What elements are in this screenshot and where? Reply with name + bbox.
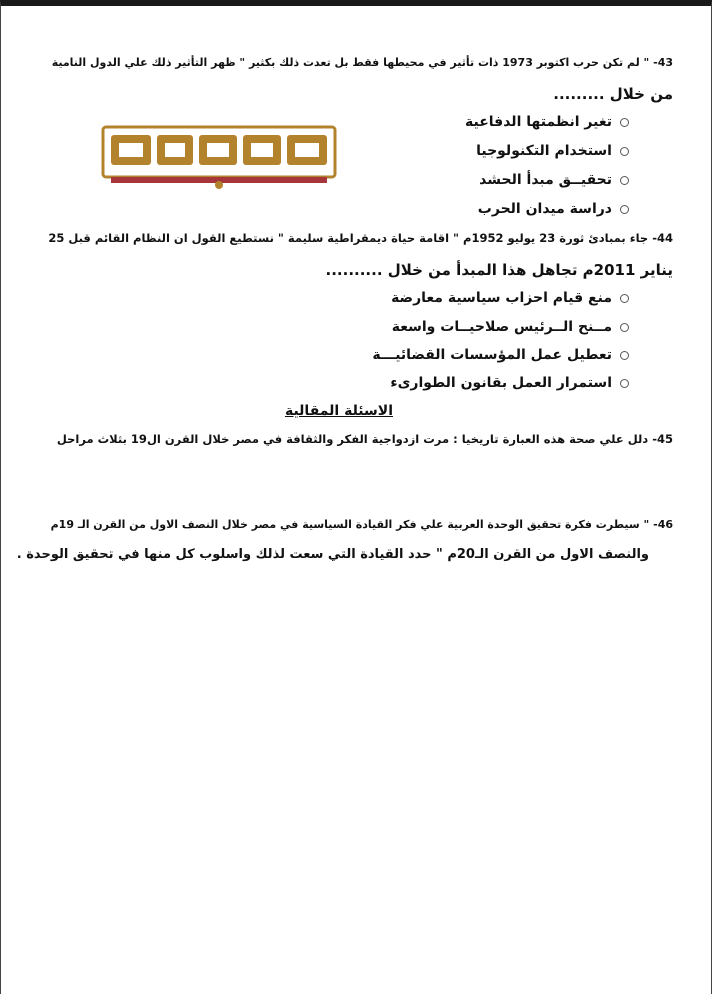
question-45: 45- دلل علي صحة هذه العبارة تاريخيا : مرت ازدواجية الفكر والثقافة في مصر خلال القرن ال19 بثلاث مراحل [56, 432, 673, 446]
q43-option-4[interactable] [478, 201, 629, 217]
q44-option-1[interactable] [391, 290, 629, 306]
question-44-line-2: يناير 2011م تجاهل هذا المبدأ من خلال .......... [325, 261, 673, 279]
question-44-line-1: 44- جاء بمبادئ ثورة 23 يوليو 1952م " اقامة حياة ديمقراطية سليمة " نستطيع القول ان النظام القائم قبل 25 [48, 231, 673, 245]
option-label: استمرار العمل بقانون الطوارىء [390, 375, 612, 391]
option-label: منع قيام احزاب سياسية معارضة [391, 290, 612, 306]
question-43-line-1: 43- " لم تكن حرب اكتوبر 1973 ذات تأثير في محيطها فقط بل تعدت ذلك بكثير " ظهر التأثير ذلك علي الدول النامية [51, 56, 673, 69]
q43-option-2[interactable] [476, 143, 629, 159]
option-label: تحقيــق مبدأ الحشد [479, 172, 612, 188]
radio-bullet-icon [620, 205, 629, 214]
essay-section-title: الاسئلة المقالية [284, 403, 393, 419]
radio-bullet-icon [620, 323, 629, 332]
question-46-line-1: 46- " سيطرت فكرة تحقيق الوحدة العربية علي فكر القيادة السياسية في مصر خلال النصف الاول من القرن الـ 19م [50, 518, 673, 531]
radio-bullet-icon [620, 118, 629, 127]
q44-option-3[interactable] [372, 347, 629, 363]
option-label: مــنح الــرئيس صلاحيــات واسعة [391, 319, 612, 335]
radio-bullet-icon [620, 147, 629, 156]
radio-bullet-icon [620, 379, 629, 388]
radio-bullet-icon [620, 294, 629, 303]
mohamed-mogahed-logo [101, 123, 337, 193]
option-label: استخدام التكنولوجيا [476, 143, 612, 159]
question-46-line-2: والنصف الاول من القرن الـ20م " حدد القيادة التي سعت لذلك واسلوب كل منها في تحقيق الوحدة . [16, 547, 649, 562]
radio-bullet-icon [620, 176, 629, 185]
q44-option-2[interactable] [392, 319, 629, 335]
q43-option-1[interactable] [465, 114, 629, 130]
question-43-line-2: من خلال ......... [553, 85, 673, 103]
option-label: دراسة ميدان الحرب [477, 201, 612, 217]
q44-option-4[interactable] [390, 375, 629, 391]
radio-bullet-icon [620, 351, 629, 360]
q43-option-3[interactable] [479, 172, 629, 188]
option-label: تغير انظمتها الدفاعية [465, 114, 612, 130]
option-label: تعطيل عمل المؤسسات القضائيـــة [372, 347, 612, 363]
